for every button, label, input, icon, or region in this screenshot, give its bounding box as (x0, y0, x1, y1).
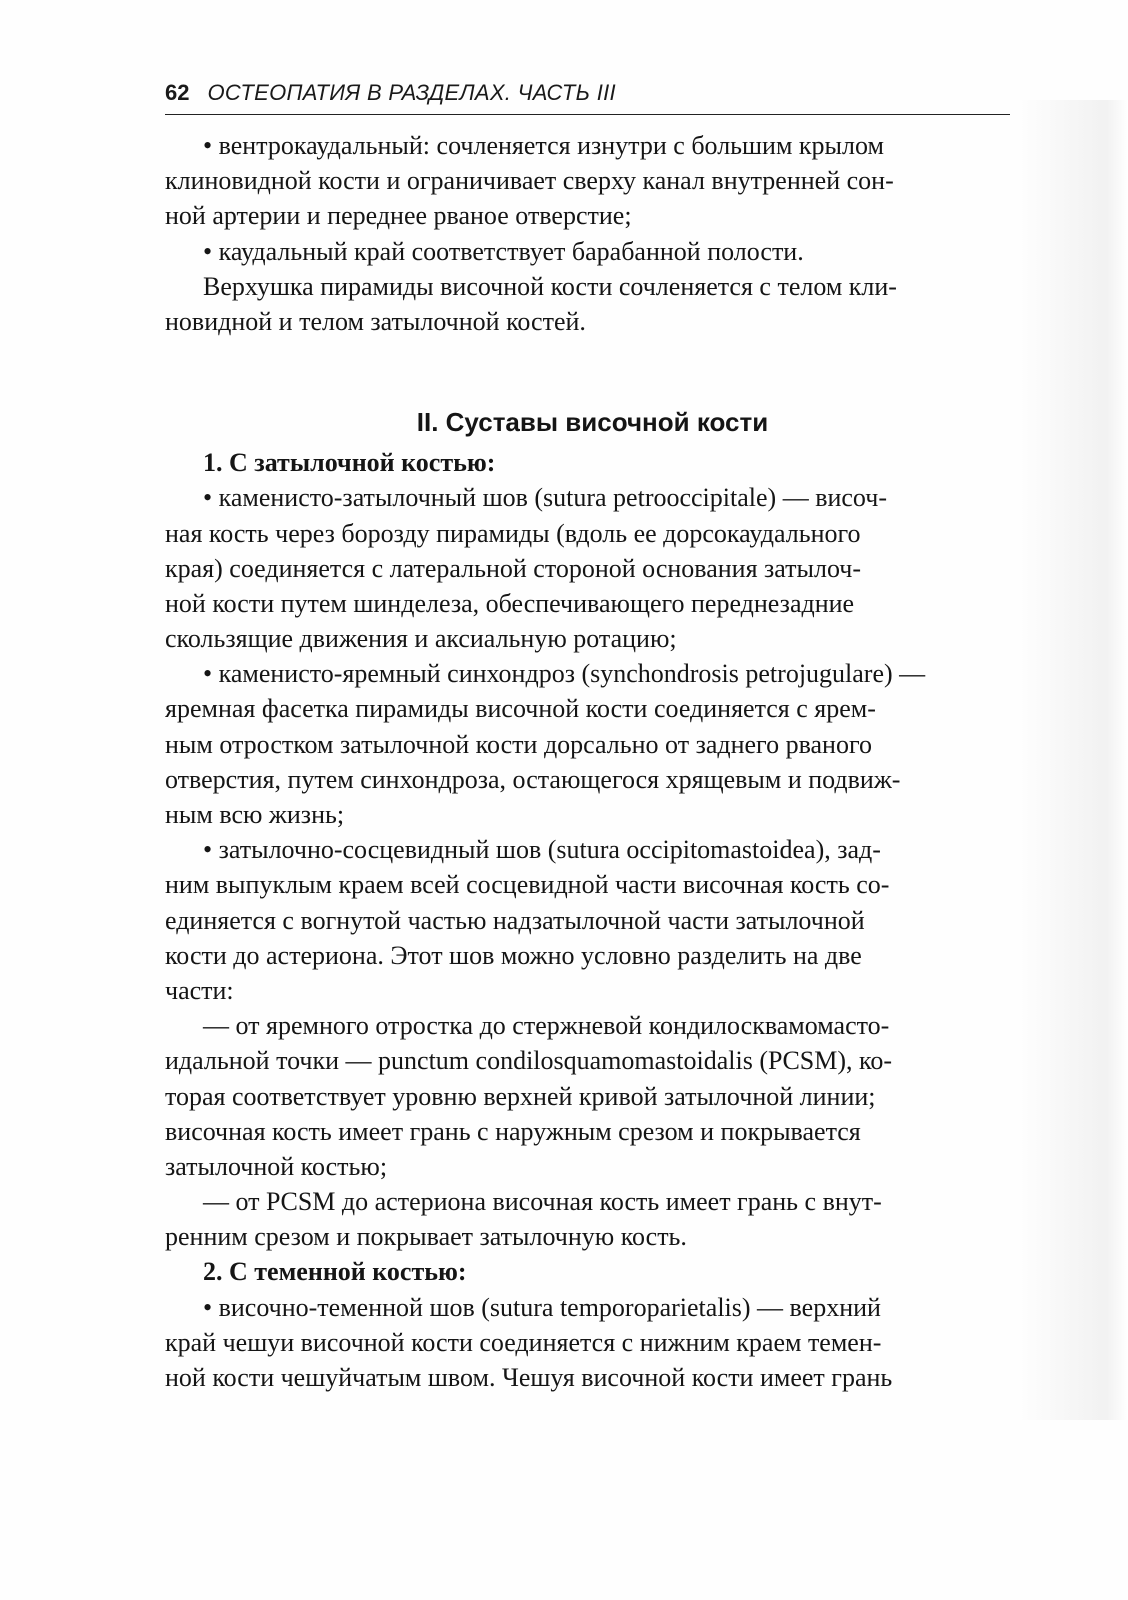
section-heading: II. Суставы височной кости (416, 407, 769, 438)
text-line: яремная фасетка пирамиды височной кости соединяется с ярем- (165, 694, 876, 724)
text-line: • височно-теменной шов (sutura temporoparietalis) — верхний (203, 1292, 881, 1322)
text-line: ным всю жизнь; (165, 800, 345, 829)
text-line: ная кость через борозду пирамиды (вдоль ее дорсокаудального (165, 518, 861, 548)
text-line: — от PCSM до астериона височная кость имеет грань с внут- (203, 1187, 882, 1217)
text-line: • вентрокаудальный: сочленяется изнутри с большим крылом (203, 131, 884, 160)
body-text (165, 128, 1040, 1408)
text-line: ной артерии и переднее рваное отверстие; (165, 201, 632, 231)
text-line: • каудальный край соответствует барабанной полости. (203, 236, 804, 266)
text-line: ним выпуклым краем всей сосцевидной части височная кость со- (165, 870, 890, 900)
text-line: кости до астериона. Этот шов можно условно разделить на две (165, 940, 862, 970)
text-line: • каменисто-яремный синхондроз (synchondrosis petrojugulare) — (203, 659, 926, 689)
text-line: единяется с вогнутой частью надзатылочной части затылочной (165, 905, 865, 935)
text-line: Верхушка пирамиды височной кости сочленяется с телом кли- (203, 271, 897, 301)
text-line: края) соединяется с латеральной стороной основания затылоч- (165, 553, 862, 583)
page-number: 62 (165, 80, 190, 105)
text-line: ной кости путем шинделеза, обеспечивающего переднезадние (165, 588, 855, 618)
section-spacer (165, 339, 1040, 399)
subheading-parietal: 2. С теменной костью: (203, 1257, 467, 1287)
text-line: ренним срезом и покрывает затылочную кость. (165, 1222, 687, 1252)
text-line: клиновидной кости и ограничивает сверху канал внутренней сон- (165, 166, 894, 196)
text-line: идальной точки — punctum condilosquamomastoidalis (PCSM), ко- (165, 1046, 892, 1076)
text-line: — от яремного отростка до стержневой кондилосквамомасто- (203, 1011, 890, 1041)
text-line: ной кости чешуйчатым швом. Чешуя височной кости имеет грань (165, 1363, 893, 1392)
text-line: новидной и телом затылочной костей. (165, 306, 586, 336)
text-line: край чешуи височной кости соединяется с нижним краем темен- (165, 1327, 882, 1357)
text-line: торая соответствует уровню верхней кривой затылочной линии; (165, 1081, 876, 1111)
text-line: скользящие движения и аксиальную ротацию; (165, 624, 677, 654)
text-line: • затылочно-сосцевидный шов (sutura occipitomastoidea), зад- (203, 835, 881, 865)
subheading-occipital: 1. С затылочной костью: (203, 448, 496, 478)
text-line: • каменисто-затылочный шов (sutura petrooccipitale) — височ- (203, 483, 887, 513)
text-line: затылочной костью; (165, 1151, 388, 1181)
text-line: отверстия, путем синхондроза, остающегося хрящевым и подвиж- (165, 764, 901, 794)
text-line: ным отростком затылочной кости дорсально от заднего рваного (165, 729, 872, 759)
running-header (165, 80, 1010, 115)
text-line: части: (165, 975, 234, 1005)
book-title: ОСТЕОПАТИЯ В РАЗДЕЛАХ. ЧАСТЬ III (207, 80, 616, 105)
text-line: височная кость имеет грань с наружным срезом и покрывается (165, 1116, 861, 1146)
